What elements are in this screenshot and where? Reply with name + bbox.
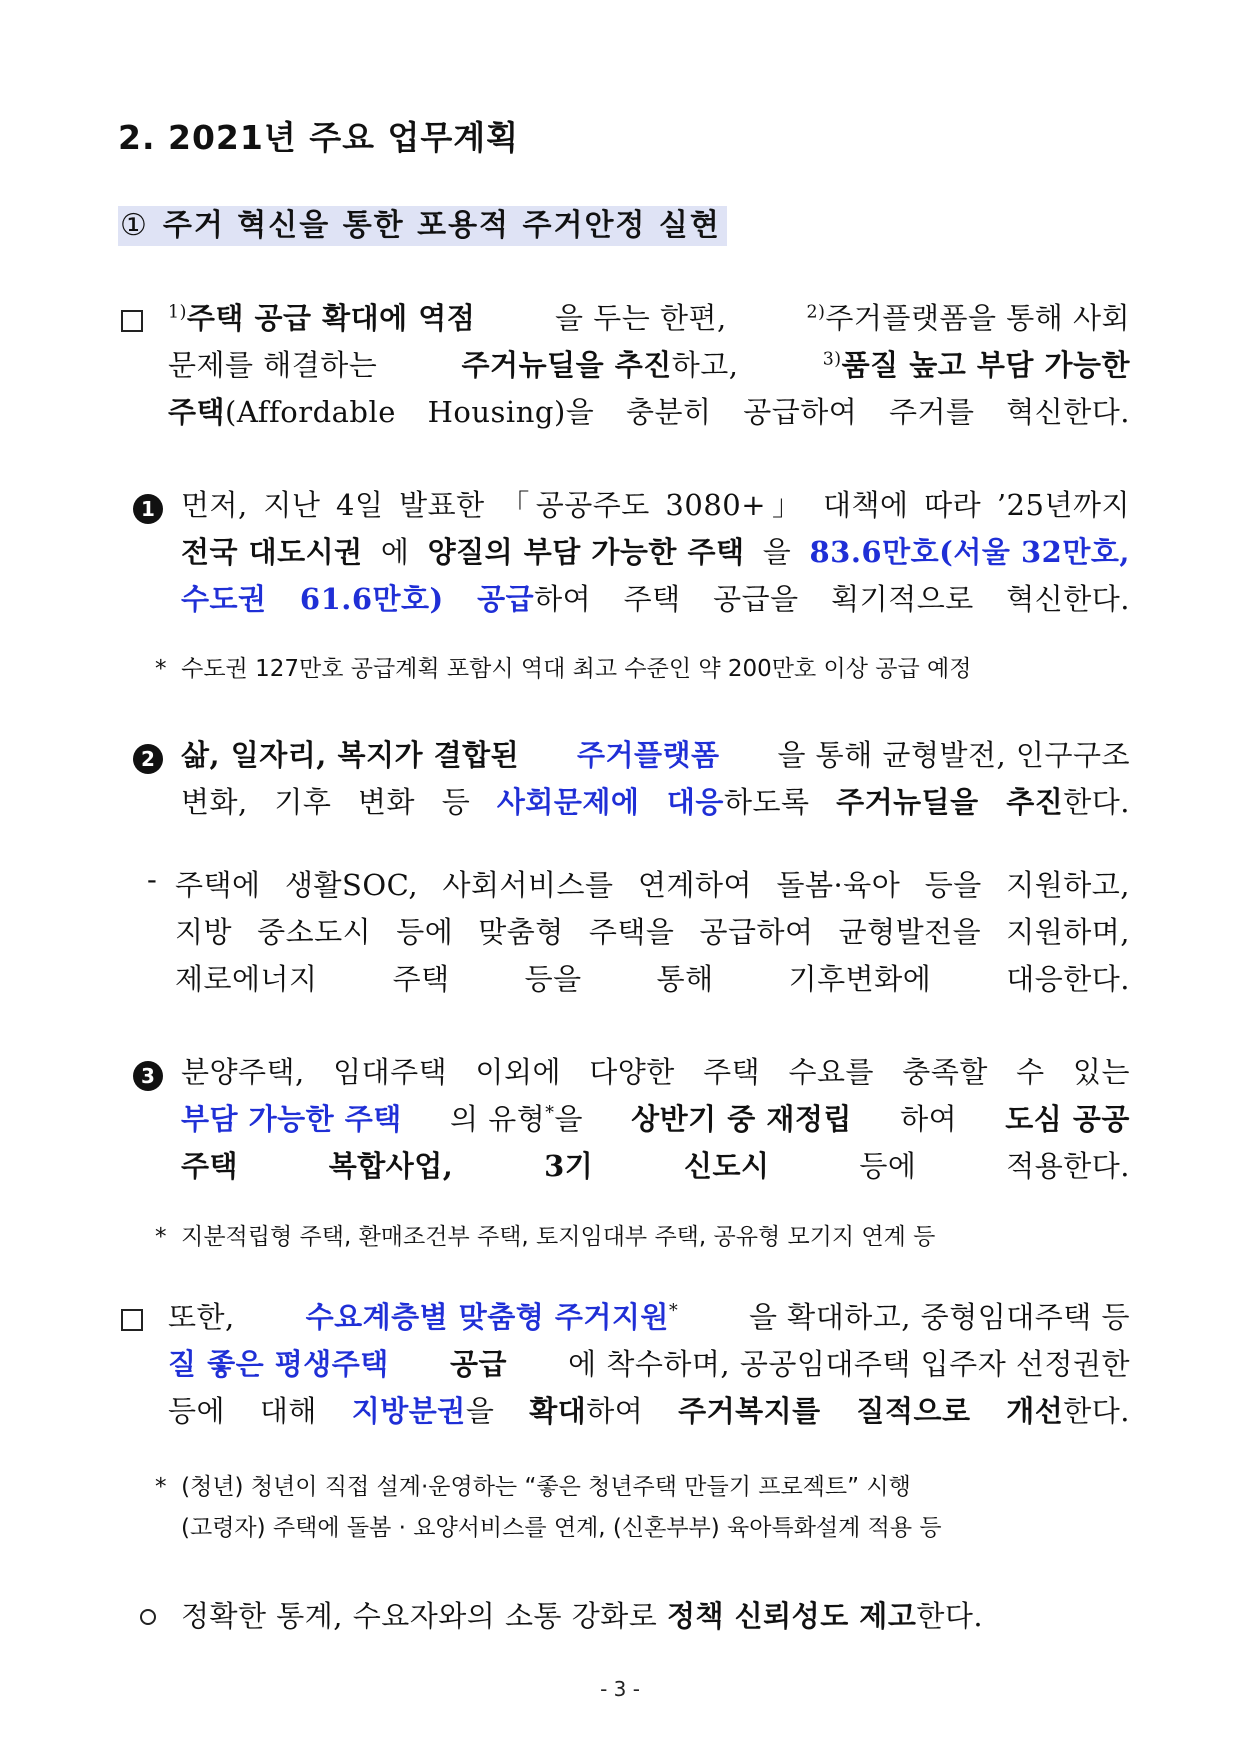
intro-line-3: 주택(Affordable Housing)을 충분히 공급하여 주거를 혁신한다. xyxy=(168,395,1130,429)
numbered-bullet-3-icon: 3 xyxy=(133,1061,163,1091)
closing-paragraph: 정확한 통계, 수요자와의 소통 강화로 정책 신뢰성도 제고한다. xyxy=(181,1599,984,1633)
item-1-paragraph xyxy=(181,482,1130,623)
intro-line-1: $^{1)}$주택 공급 확대에 역점 을 두는 한편, $^{2)}$주거플랫폼을 통해 사회 xyxy=(168,301,1130,335)
welfare-line-1: 또한, 수요계층별 맞춤형 주거지원* 을 확대하고, 중형임대주택 등 xyxy=(168,1300,1130,1334)
section-number-marker: ① xyxy=(120,208,149,243)
item-1-footnote: * 수도권 127만호 공급계획 포함시 역대 최고 수준인 약 200만호 이상 공급 예정 xyxy=(155,656,972,682)
intro-paragraph xyxy=(168,295,1130,436)
numbered-bullet-1-icon: 1 xyxy=(133,494,163,524)
page-heading: 2. 2021년 주요 업무계획 xyxy=(118,118,519,157)
item-3-paragraph xyxy=(181,1049,1130,1190)
welfare-line-2: 질 좋은 평생주택 공급 에 착수하며, 공공임대주택 입주자 선정권한 xyxy=(168,1347,1130,1381)
item-3-line-2: 부담 가능한 주택 의 유형*을 상반기 중 재정립 하여 도심 공공 xyxy=(181,1102,1130,1136)
checkbox-bullet-icon xyxy=(121,310,143,332)
item-1-line-2: 전국 대도시권 에 양질의 부담 가능한 주택 을 83.6만호(서울 32만호, xyxy=(181,535,1130,569)
item-3-footnote: * 지분적립형 주택, 환매조건부 주택, 토지임대부 주택, 공유형 모기지 연계 등 xyxy=(155,1224,936,1250)
item-1-line-3: 수도권 61.6만호) 공급하여 주택 공급을 획기적으로 혁신한다. xyxy=(181,582,1130,616)
item-2-detail-line-2: 지방 중소도시 등에 맞춤형 주택을 공급하여 균형발전을 지원하며, xyxy=(175,915,1130,949)
welfare-line-3: 등에 대해 지방분권을 확대하여 주거복지를 질적으로 개선한다. xyxy=(168,1394,1130,1428)
welfare-footnote-line-2: (고령자) 주택에 돌봄 · 요양서비스를 연계, (신혼부부) 육아특화설계 적용 등 xyxy=(181,1515,942,1541)
item-2-line-2: 변화, 기후 변화 등 사회문제에 대응하도록 주거뉴딜을 추진한다. xyxy=(181,785,1130,819)
welfare-paragraph xyxy=(168,1294,1130,1435)
section-title: 주거 혁신을 통한 포용적 주거안정 실현 xyxy=(162,208,721,243)
item-1-line-1: 먼저, 지난 4일 발표한 「공공주도 3080+」 대책에 따라 ’25년까지 xyxy=(181,488,1130,522)
numbered-bullet-2-icon: 2 xyxy=(133,744,163,774)
dash-bullet: - xyxy=(147,862,157,896)
intro-line-2: 문제를 해결하는 주거뉴딜을 추진하고, $^{3)}$품질 높고 부담 가능한 xyxy=(168,348,1130,382)
item-2-detail-line-1: 주택에 생활SOC, 사회서비스를 연계하여 돌봄·육아 등을 지원하고, xyxy=(175,868,1130,902)
page-number: - 3 - xyxy=(600,1677,640,1701)
item-2-detail-line-3: 제로에너지 주택 등을 통해 기후변화에 대응한다. xyxy=(175,962,1130,996)
item-2-line-1: 삶, 일자리, 복지가 결합된 주거플랫폼 을 통해 균형발전, 인구구조 xyxy=(181,738,1130,772)
item-2-paragraph xyxy=(181,732,1130,826)
section-title-bar xyxy=(118,206,727,246)
item-3-line-3: 주택 복합사업, 3기 신도시 등에 적용한다. xyxy=(181,1149,1130,1183)
welfare-footnote: * (청년) 청년이 직접 설계·운영하는 “좋은 청년주택 만들기 프로젝트” 시행 xyxy=(155,1474,911,1500)
circle-bullet-icon xyxy=(140,1609,156,1625)
checkbox-bullet-icon xyxy=(121,1309,143,1331)
item-3-line-1: 분양주택, 임대주택 이외에 다양한 주택 수요를 충족할 수 있는 xyxy=(181,1055,1130,1089)
item-2-detail-paragraph xyxy=(175,862,1130,1003)
